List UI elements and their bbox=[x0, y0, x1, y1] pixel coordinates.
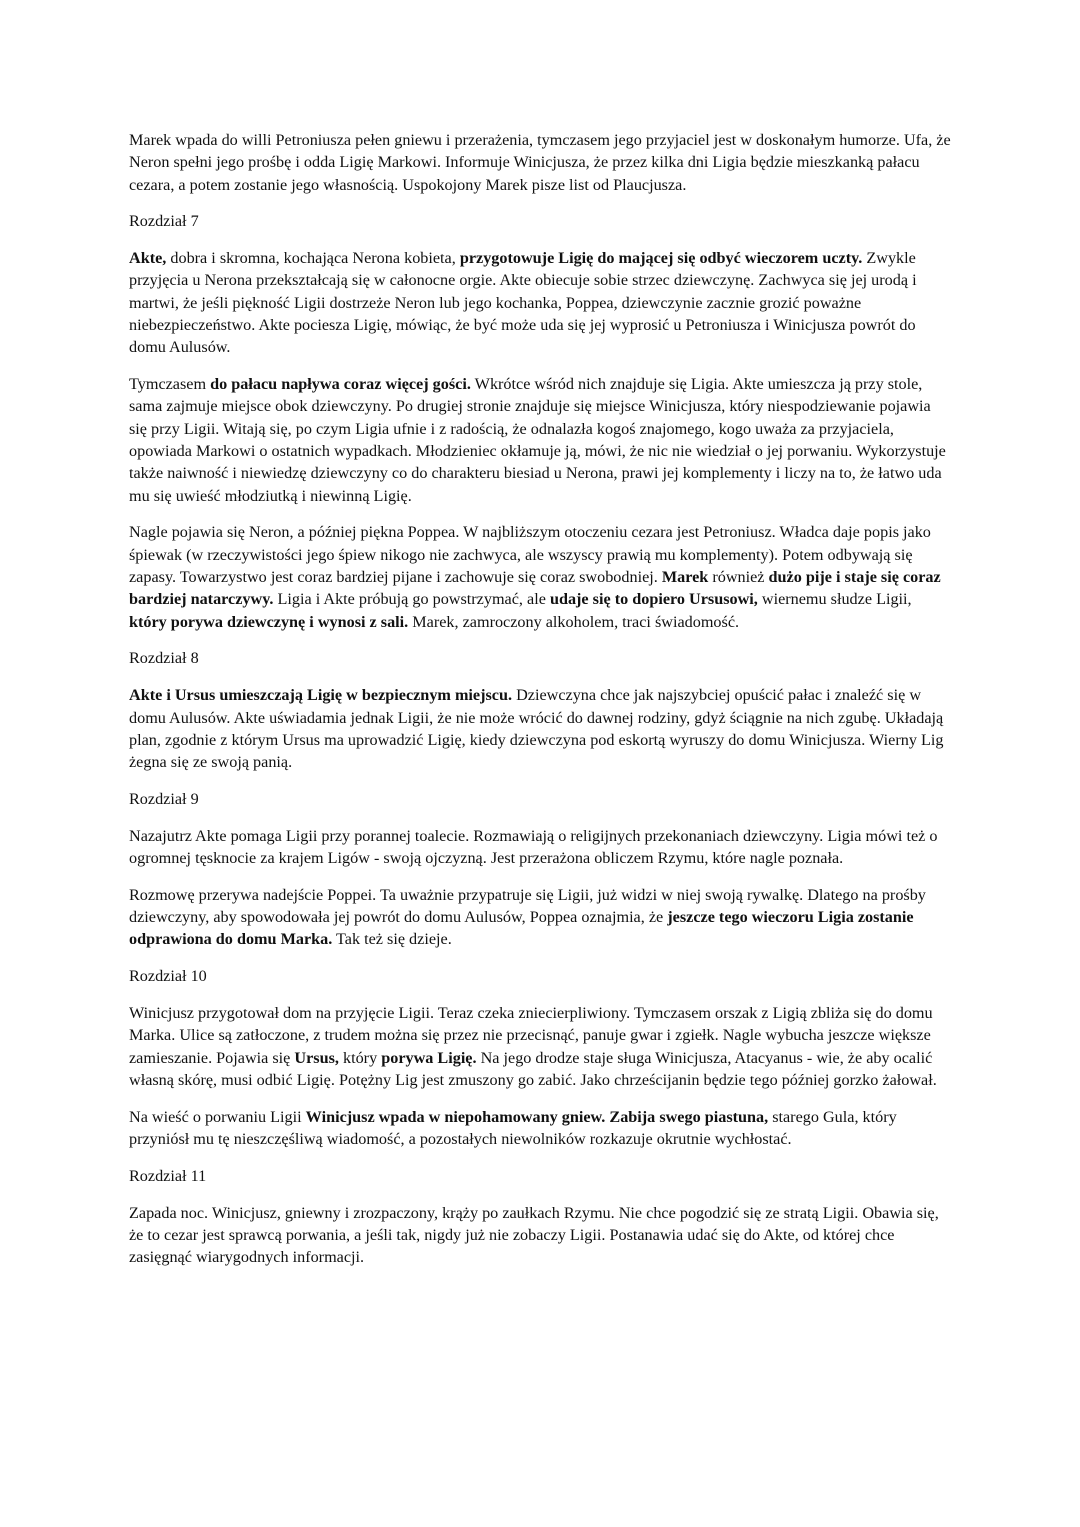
bold-text-segment: przygotowuje Ligię do mającej się odbyć wieczorem uczty. bbox=[459, 249, 863, 268]
bold-text-segment: udaje się to dopiero Ursusowi, bbox=[549, 590, 758, 609]
chapter-heading: Rozdział 10 bbox=[129, 967, 207, 986]
text-segment: również bbox=[708, 568, 769, 587]
paragraph bbox=[129, 825, 952, 870]
paragraph bbox=[129, 129, 952, 196]
text-segment: Ligia i Akte próbują go powstrzymać, ale bbox=[273, 590, 550, 609]
bold-text-segment: do pałacu napływa coraz więcej gości. bbox=[210, 375, 471, 394]
chapter-heading: Rozdział 11 bbox=[129, 1166, 207, 1185]
text-segment: Wkrótce wśród nich znajduje się Ligia. Akte umieszcza ją przy stole, sama zajmuje miejsce obok dziewczyny. Po drugiej stronie znajduje się miejsce Winicjusza, który niespodziewanie pojawia się przy Ligii. Witają się, po czym Ligia ufnie i z radością, że odnalazła kogoś znajomego, kogo uważa za przyjaciela, opowiada Markowi o ostatnich wypadkach. Młodzieniec okłamuje ją, mówi, że nic nie wiedział o jej porwaniu. Wykorzystuje także naiwność i niewiedzę dziewczyny co do charakteru biesiad u Nerona, prawi jej komplementy i liczy na to, że łatwo uda mu się uwieść młodziutką i niewinną Ligię. bbox=[129, 375, 946, 505]
chapter-heading: Rozdział 9 bbox=[129, 789, 199, 808]
chapter-heading: Rozdział 8 bbox=[129, 649, 199, 668]
text-segment: Rozmowę przerywa nadejście Poppei. Ta uważnie przypatruje się Ligii, już widzi w niej swoją rywalkę. Dlatego na prośby dziewczyny, aby spowodowała jej powrót do domu Aulusów, Poppea oznajmia, że bbox=[129, 885, 926, 927]
text-segment: Na jego drodze staje sługa Winicjusza, Atacyanus - wie, że aby ocalić własną skórę, musi odbić Ligię. Potężny Lig jest zmuszony go zabić. Jako chrześcijanin będzie tego później gorzko żałował. bbox=[129, 1048, 937, 1089]
text-segment: Zwykle przyjęcia u Nerona przekształcają się w całonocne orgie. Akte obiecuje sobie strzec dziewczynę. Zachwyca się jej urodą i martwi, że jeśli piękność Ligii dostrzeże Neron lub jego kochanka, Poppea, dziewczynie zacznie grozić poważne niebezpieczeństwo. Akte pociesza Ligię, mówiąc, że być może uda się jej wyprosić u Petroniusza i Winicjusza powrót do domu Aulusów. bbox=[129, 249, 917, 357]
bold-text-segment: porywa Ligię. bbox=[381, 1048, 477, 1067]
text-segment: Tymczasem bbox=[129, 375, 211, 394]
text-segment: Na wieść o porwaniu Ligii bbox=[129, 1107, 306, 1126]
text-segment: wiernemu słudze Ligii, bbox=[757, 590, 912, 609]
bold-text-segment: Akte, bbox=[129, 249, 167, 268]
text-segment: dobra i skromna, kochająca Nerona kobieta, bbox=[166, 249, 460, 268]
paragraph bbox=[129, 884, 952, 951]
text-segment: który bbox=[338, 1048, 382, 1067]
text-segment: starego Gula, który przyniósł mu tę nieszczęśliwą wiadomość, a pozostałych niewolników rozkazuje okrutnie wychłostać. bbox=[129, 1107, 897, 1148]
bold-text-segment: Winicjusz wpada w niepohamowany gniew. Zabija swego piastuna, bbox=[305, 1107, 769, 1126]
paragraph bbox=[129, 247, 952, 358]
bold-text-segment: który porywa dziewczynę i wynosi z sali. bbox=[129, 612, 409, 631]
paragraph bbox=[129, 1002, 952, 1091]
paragraph bbox=[129, 521, 952, 632]
bold-text-segment: jeszcze tego wieczoru Ligia zostanie odprawiona do domu Marka. bbox=[129, 908, 914, 949]
paragraph bbox=[129, 373, 952, 507]
text-segment: Marek, zamroczony alkoholem, traci świadomość. bbox=[408, 612, 740, 631]
text-segment: Nazajutrz Akte pomaga Ligii przy porannej toalecie. Rozmawiają o religijnych przekonaniach dziewczyny. Ligia mówi też o ogromnej tęsknocie za krajem Ligów - swoją ojczyzną. Jest przerażona obliczem Rzymu, które nagle poznała. bbox=[129, 826, 938, 868]
document-body bbox=[129, 129, 952, 1268]
paragraph bbox=[129, 1202, 952, 1269]
bold-text-segment: Marek bbox=[661, 568, 709, 587]
text-segment: Dziewczyna chce jak najszybciej opuścić pałac i znaleźć się w domu Aulusów. Akte uświadamia jednak Ligii, że nie może wrócić do dawnej rodziny, gdyż ściągnie na nich zgubę. Układają plan, zgodnie z którym Ursus ma uprowadzić Ligię, kiedy dziewczyna pod eskortą wyruszy do domu Winicjusza. Wierny Lig żegna się ze swoją panią. bbox=[129, 686, 944, 772]
bold-text-segment: dużo pije i staje się coraz bardziej natarczywy. bbox=[129, 568, 941, 609]
text-segment: Zapada noc. Winicjusz, gniewny i zrozpaczony, krąży po zaułkach Rzymu. Nie chce pogodzić się ze stratą Ligii. Obawia się, że to cezar jest sprawcą porwania, a jeśli tak, nigdy już nie zobaczy Ligii. Postanawia udać się do Akte, od której chce zasięgnąć wiarygodnych informacji. bbox=[129, 1203, 939, 1267]
bold-text-segment: Akte i Ursus umieszczają Ligię w bezpiecznym miejscu. bbox=[129, 686, 513, 705]
text-segment: Nagle pojawia się Neron, a później piękna Poppea. W najbliższym otoczeniu cezara jest Petroniusz. Władca daje popis jako śpiewak (w rzeczywistości jego śpiew nikogo nie zachwyca, ale wszyscy prawią mu komplementy). Potem odbywają się zapasy. Towarzystwo jest coraz bardziej pijane i zachowuje się coraz swobodniej. bbox=[129, 523, 931, 587]
paragraph bbox=[129, 1106, 952, 1151]
text-segment: Winicjusz przygotował dom na przyjęcie Ligii. Teraz czeka zniecierpliwiony. Tymczasem orszak z Ligią zbliża się do domu Marka. Ulice są zatłoczone, z trudem można się przez nie przecisnąć, panuje gwar i zgiełk. Nagle wybucha jeszcze większe zamieszanie. Pojawia się bbox=[129, 1004, 933, 1067]
text-segment: Tak też się dzieje. bbox=[332, 930, 452, 949]
chapter-heading: Rozdział 7 bbox=[129, 212, 199, 231]
paragraph bbox=[129, 684, 952, 773]
text-segment: Marek wpada do willi Petroniusza pełen gniewu i przerażenia, tymczasem jego przyjaciel jest w doskonałym humorze. Ufa, że Neron spełni jego prośbę i odda Ligię Markowi. Informuje Winicjusza, że przez kilka dni Ligia będzie mieszkanką pałacu cezara, a potem zostanie jego własnością. Uspokojony Marek pisze list od Plaucjusza. bbox=[129, 131, 951, 194]
bold-text-segment: Ursus, bbox=[294, 1048, 339, 1067]
